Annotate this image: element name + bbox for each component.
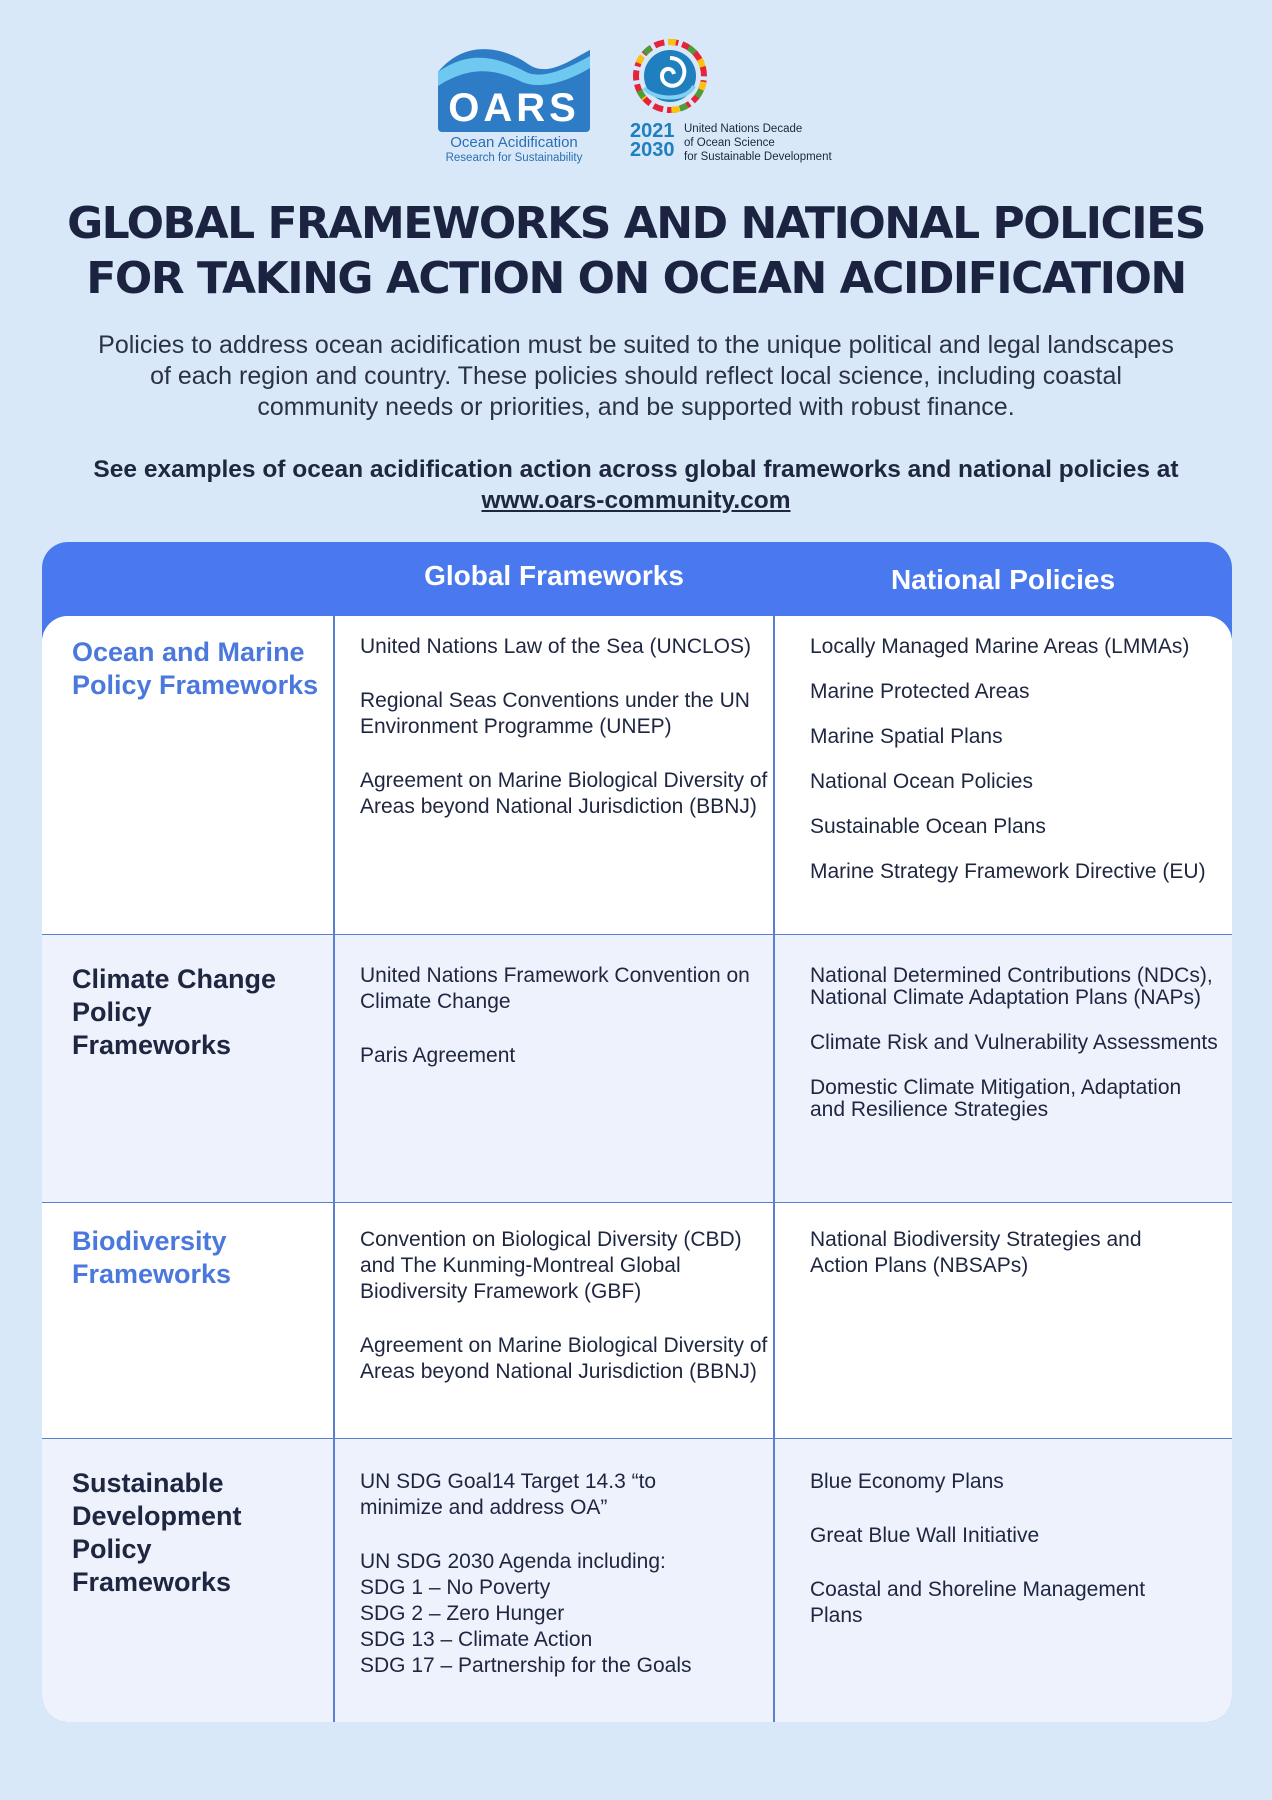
list-item: Domestic Climate Mitigation, Adaptation and Resilience Strategies — [810, 1076, 1182, 1121]
table-row-sustainable-development — [42, 1438, 1232, 1722]
list-item: Paris Agreement — [360, 1044, 516, 1067]
list-item: UN SDG 2030 Agenda including: — [360, 1550, 666, 1573]
category-sustainable-development: Sustainable Development Policy Frameworks — [72, 1468, 242, 1597]
list-item: National Determined Contributions (NDCs), National Climate Adaptation Plans (NAPs) — [810, 964, 1213, 1009]
page-title-line1: GLOBAL FRAMEWORKS AND NATIONAL POLICIES — [67, 198, 1205, 249]
page-title — [40, 196, 1232, 306]
list-item: United Nations Framework Convention on Climate Change — [360, 964, 750, 1013]
oars-subtitle-line1: Ocean Acidification — [450, 134, 578, 151]
list-item: Climate Risk and Vulnerability Assessments — [810, 1031, 1218, 1054]
oars-website-link[interactable]: www.oars-community.com — [481, 487, 791, 514]
national-climate-change — [810, 965, 1222, 1121]
list-item: Marine Strategy Framework Directive (EU) — [810, 860, 1206, 883]
oars-wordmark: OARS — [448, 86, 580, 130]
un-ocean-decade-logo — [630, 36, 860, 166]
header-global-frameworks: Global Frameworks — [424, 560, 684, 591]
list-item: SDG 2 – Zero Hunger — [360, 1602, 565, 1625]
list-item: National Biodiversity Strategies and Action Plans (NBSAPs) — [810, 1228, 1142, 1277]
list-item: Regional Seas Conventions under the UN Environment Programme (UNEP) — [360, 689, 750, 738]
list-item: National Ocean Policies — [810, 770, 1033, 793]
table-body — [42, 616, 1232, 1722]
see-examples-text: See examples of ocean acidification action across global frameworks and national policies at — [93, 456, 1179, 483]
list-item: Marine Protected Areas — [810, 680, 1030, 703]
page-title-line2: FOR TAKING ACTION ON OCEAN ACIDIFICATION — [86, 253, 1186, 304]
list-item: SDG 17 – Partnership for the Goals — [360, 1654, 692, 1677]
list-item: Agreement on Marine Biological Diversity of Areas beyond National Jurisdiction (BBNJ) — [360, 769, 768, 818]
column-divider-left — [333, 616, 335, 1722]
national-ocean-marine — [810, 636, 1222, 883]
decade-text — [684, 122, 864, 164]
list-item: Blue Economy Plans — [810, 1470, 1004, 1493]
table-header — [42, 542, 1232, 618]
list-item: Coastal and Shoreline Management Plans — [810, 1578, 1146, 1627]
intro-line3: community needs or priorities, and be supported with robust finance. — [257, 393, 1015, 421]
global-ocean-marine — [360, 634, 770, 820]
list-item: SDG 1 – No Poverty — [360, 1576, 551, 1599]
logo-bar — [0, 36, 1272, 166]
column-divider-right — [773, 616, 775, 1722]
list-item: Great Blue Wall Initiative — [810, 1524, 1040, 1547]
list-item: Convention on Biological Diversity (CBD) and The Kunming-Montreal Global Biodiversity Framework (GBF) — [360, 1228, 742, 1303]
list-item: Marine Spatial Plans — [810, 725, 1003, 748]
list-item: SDG 13 – Climate Action — [360, 1628, 593, 1651]
global-sustainable-development — [360, 1469, 770, 1679]
decade-year-start: 2021 — [630, 120, 675, 142]
category-biodiversity: Biodiversity Frameworks — [72, 1226, 232, 1289]
national-biodiversity — [810, 1227, 1222, 1279]
table-row-ocean-marine — [42, 616, 1232, 934]
table-row-climate-change — [42, 934, 1232, 1203]
decade-year-end: 2030 — [630, 139, 675, 161]
list-item: United Nations Law of the Sea (UNCLOS) — [360, 635, 752, 658]
global-climate-change — [360, 963, 770, 1069]
decade-text-line2: of Ocean Science — [684, 137, 775, 149]
decade-years — [630, 122, 684, 160]
global-biodiversity — [360, 1227, 770, 1385]
list-item: Locally Managed Marine Areas (LMMAs) — [810, 635, 1190, 658]
table-row-biodiversity — [42, 1202, 1232, 1439]
intro-line1: Policies to address ocean acidification must be suited to the unique political and legal landscapes — [98, 331, 1174, 359]
decade-text-line1: United Nations Decade — [684, 123, 803, 135]
national-sustainable-development — [810, 1469, 1222, 1629]
see-examples — [40, 454, 1232, 516]
oars-logo — [438, 42, 590, 166]
decade-text-line3: for Sustainable Development — [684, 151, 832, 163]
intro-line2: of each region and country. These policies should reflect local science, including coastal — [150, 362, 1122, 390]
intro-paragraph — [40, 330, 1232, 423]
frameworks-table — [42, 542, 1232, 1722]
list-item: UN SDG Goal14 Target 14.3 “to minimize and address OA” — [360, 1470, 657, 1519]
oars-subtitle-line2: Research for Sustainability — [445, 152, 583, 164]
list-item: Agreement on Marine Biological Diversity of Areas beyond National Jurisdiction (BBNJ) — [360, 1334, 768, 1383]
category-climate-change: Climate Change Policy Frameworks — [72, 964, 277, 1060]
ocean-decade-swirl-icon — [630, 36, 710, 116]
header-national-policies: National Policies — [890, 564, 1116, 595]
list-item: Sustainable Ocean Plans — [810, 815, 1046, 838]
category-ocean-marine: Ocean and Marine Policy Frameworks — [72, 637, 319, 700]
